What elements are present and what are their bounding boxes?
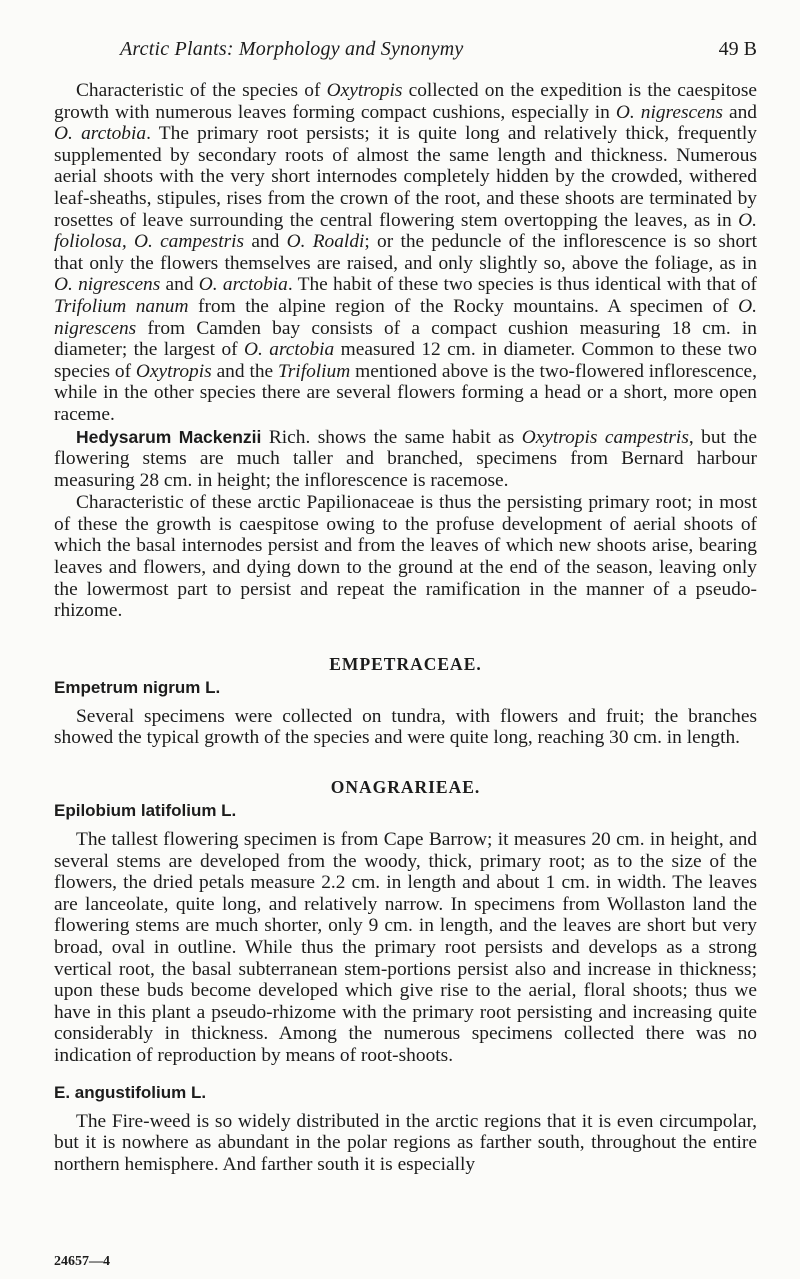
italic-taxon-name: O. arctobia: [198, 274, 288, 296]
italic-taxon-name: O. arctobia: [54, 123, 147, 145]
italic-taxon-name: Trifolium nanum: [54, 295, 189, 317]
inline-species-name: Hedysarum Mackenzii: [76, 426, 262, 447]
running-head: [54, 38, 757, 78]
paragraph-epilobium-angustifolium: The Fire-weed is so widely distributed in the arctic regions that it is even circumpolar, but it is nowhere as abundant in the polar regions as farther south, throughout the entire northern hemisphere. And farther south it is especially: [54, 1110, 757, 1175]
italic-taxon-name: O. arctobia: [244, 339, 335, 361]
paragraph-papilionaceae-summary: Characteristic of these arctic Papilionaceae is thus the persisting primary root; in most of these the growth is caespitose owing to the profuse development of aerial shoots of which the basal internodes persist and from the leaves of which new shoots arise, bearing leaves and flowers, and dying down to the ground at the end of the season, leaving only the lowermost part to persist and repeat the ramification in the manner of a pseudo-rhizome.: [54, 492, 757, 622]
paragraph-empetrum: Several specimens were collected on tundra, with flowers and fruit; the branches showed the typical growth of the species and were quite long, reaching 30 cm. in length.: [54, 705, 757, 749]
printer-signature: 24657—4: [54, 1254, 110, 1269]
italic-taxon-name: Trifolium: [278, 360, 351, 382]
species-heading-epilobium-angustifolium: E. angustifolium L.: [54, 1082, 207, 1102]
italic-taxon-name: Oxytropis: [326, 80, 403, 101]
paragraph-oxytropis: Characteristic of the species of Oxytropis collected on the expedition is the caespitose growth with numerous leaves forming compact cushions, especially in O. nigrescens and O. arctobia. The primary root persists; it is quite long and relatively thick, frequently supplemented by secondary roots of almost the same length and thickness. Numerous aerial shoots with the very short internodes completely hidden by the crowded, withered leaf-sheaths, stipules, rises from the crown of the root, and these shoots are terminated by rosettes of leave surrounding the central flowering stem overtopping the leaves, as in O. foliolosa, O. campestris and O. Roaldi; or the peduncle of the inflorescence is so short that only the flowers themselves are raised, and only slightly so, above the foliage, as in O. nigrescens and O. arctobia. The habit of these two species is thus identical with that of Trifolium nanum from the alpine region of the Rocky mountains. A specimen of O. nigrescens from Camden bay consists of a compact cushion measuring 18 cm. in diameter; the largest of O. arctobia measured 12 cm. in diameter. Common to these two species of Oxytropis and the Trifolium mentioned above is the two-flowered inflorescence, while in the other species there are several flowers forming a head or a short, more open raceme.: [54, 80, 758, 425]
italic-taxon-name: O. foliolosa, O. campestris: [54, 209, 757, 253]
paragraph-epilobium-latifolium: The tallest flowering specimen is from Cape Barrow; it measures 20 cm. in height, and several stems are developed from the woody, thick, primary root; as to the size of the flowers, the dried petals measure 2.2 cm. in length and about 1 cm. in width. The leaves are lanceolate, quite long, and relatively narrow. In specimens from Wollaston land the flowering stems are much shorter, only 9 cm. in length, and the leaves are short but very broad, oval in outline. While thus the primary root persists and develops as a strong vertical root, the basal subterranean stem-portions persist also and increase in thickness; upon these buds become developed which give rise to the aerial, floral shoots; thus we have in this plant a pseudo-rhizome with the primary root persisting and increasing quite considerably in thickness. Among the numerous specimens collected there was no indication of reproduction by means of root-shoots.: [54, 829, 757, 1066]
body-text: [54, 80, 757, 1175]
italic-taxon-name: Oxytropis campestris: [521, 426, 689, 448]
species-heading-epilobium-latifolium: Epilobium latifolium L.: [54, 801, 237, 821]
italic-taxon-name: O. nigrescens: [615, 101, 723, 123]
italic-taxon-name: O. nigrescens: [54, 274, 161, 296]
italic-taxon-name: O. Roaldi: [286, 231, 365, 253]
running-head-title: Arctic Plants: Morphology and Synonymy: [120, 38, 464, 60]
italic-taxon-name: O. nigrescens: [54, 295, 757, 339]
document-page: [54, 0, 757, 1175]
family-heading-onagrarieae: ONAGRARIEAE.: [330, 777, 481, 798]
italic-taxon-name: Oxytropis: [135, 360, 212, 382]
species-heading-empetrum-nigrum: Empetrum nigrum L.: [54, 677, 221, 697]
paragraph-hedysarum: Hedysarum Mackenzii Rich. shows the same habit as Oxytropis campestris, but the flowering stems are much taller and branched, specimens from Bernard harbour measuring 28 cm. in height; the inflorescence is racemose.: [54, 426, 758, 491]
family-heading-empetraceae: EMPETRACEAE.: [329, 653, 482, 674]
page-number: 49 B: [718, 38, 757, 60]
